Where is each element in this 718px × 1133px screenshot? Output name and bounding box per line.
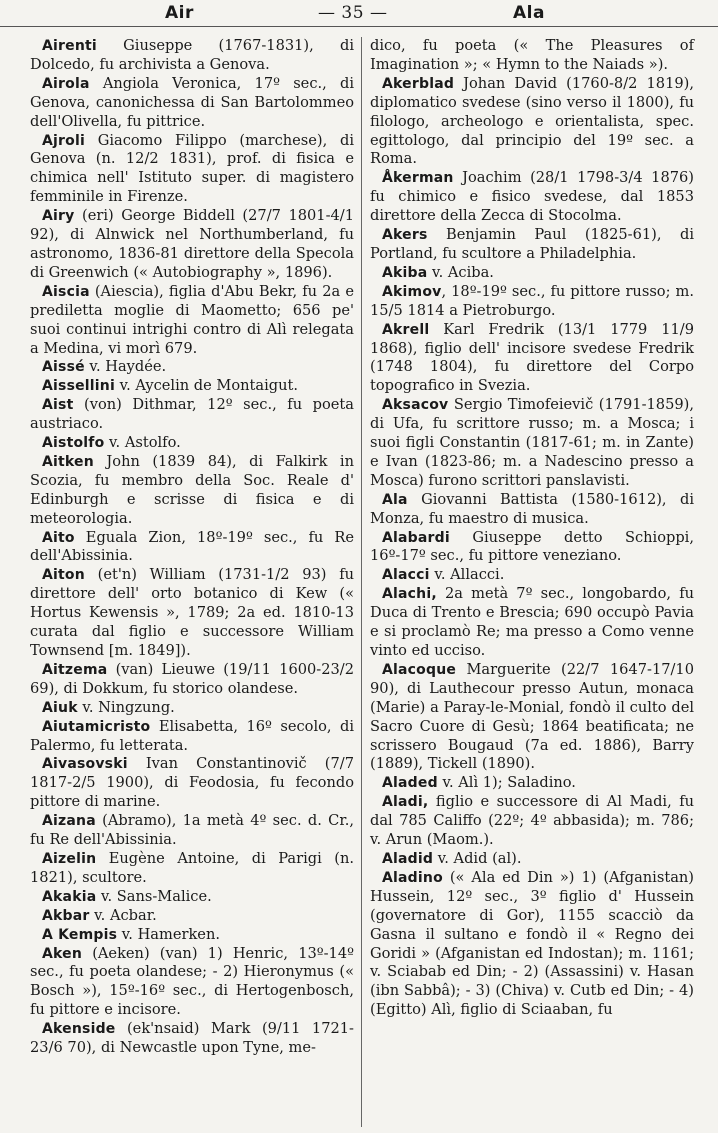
entry-headword: Aksacov <box>382 397 449 414</box>
entry-headword: Alachi, <box>382 586 437 603</box>
entry-headword: Aiuk <box>42 699 78 716</box>
entry-text: Sergio Timofeievič (1791-1859), di Ufa, fu scrittore russo; m. a Mosca; i suoi figli Constantin (1817-61; m. in Zante) e Ivan (1823-86; m. a Nadescino presso a Mosca) furono scrittori panslavisti. <box>370 396 694 489</box>
dictionary-entry <box>30 755 354 812</box>
entry-text: (van) Lieuwe (19/11 1600-23/2 69), di Dokkum, fu storico olandese. <box>30 660 354 697</box>
entry-headword: Aizana <box>42 813 96 830</box>
entry-headword: Aissellini <box>42 378 115 395</box>
dictionary-entry <box>370 169 694 226</box>
entry-headword: Airenti <box>42 38 97 54</box>
entry-text: v. Sans-Malice. <box>96 887 212 905</box>
dictionary-entry <box>30 377 354 396</box>
entry-headword: Akakia <box>42 888 97 905</box>
entry-headword: Akerblad <box>382 75 455 92</box>
entry-headword: Ala <box>382 491 408 508</box>
entry-headword: Aissé <box>42 359 85 376</box>
entry-text: v. Ningzung. <box>77 698 175 716</box>
entry-text: v. Allacci. <box>429 566 505 584</box>
left-column <box>30 37 354 1058</box>
dictionary-entry <box>370 529 694 567</box>
entry-text: Ivan Constantinovič (7/7 1817-2/5 1900), di Feodosia, fu fecondo pittore di marine. <box>30 755 354 811</box>
dictionary-entry <box>30 718 354 756</box>
dictionary-entry <box>30 566 354 661</box>
entry-text: v. Haydée. <box>84 358 167 376</box>
entry-headword: Aivasovski <box>42 756 128 773</box>
header-left-word: Air <box>165 3 194 23</box>
entry-text: v. Adid (al). <box>433 849 522 867</box>
dictionary-entry <box>30 358 354 377</box>
entry-headword: Aladed <box>382 775 438 792</box>
entry-headword: Aiscia <box>42 283 90 300</box>
entry-text: (« Ala ed Din ») 1) (Afganistan) Hussein, 12º sec., 3º figlio d' Hussein (governatore di Gor), 1155 scacciò da Gasna il sultano e fondò il « Regno dei Goridi » (Afganistan ed Indostan); m. 1161; v. Sciabab ed Din; - 2) (Assassini) v. Hasan (ibn Sabbâ); - 3) (Chiva) v. Cutb ed Din; - 4) (Egitto) Alì, figlio di Sciaaban, fu <box>370 868 694 1019</box>
entry-headword: Akimov <box>382 283 442 300</box>
page-number: — 35 — <box>318 3 388 23</box>
dictionary-entry <box>30 37 354 75</box>
entry-headword: Airy <box>42 208 75 225</box>
entry-text: Eguala Zion, 18º-19º sec., fu Re dell'Abissinia. <box>30 528 354 565</box>
dictionary-entry <box>30 75 354 132</box>
entry-headword: Aiton <box>42 567 85 584</box>
entry-text: v. Astolfo. <box>104 434 181 452</box>
entry-headword: Akbar <box>42 907 90 924</box>
dictionary-entry <box>30 1020 354 1058</box>
entry-text: Benjamin Paul (1825-61), di Portland, fu scultore a Philadelphia. <box>370 226 694 262</box>
dictionary-entry <box>370 283 694 321</box>
dictionary-entry <box>30 850 354 888</box>
entry-text: (Abramo), 1a metà 4º sec. d. Cr., fu Re dell'Abissinia. <box>30 812 354 849</box>
entry-headword: Aladi, <box>382 794 429 811</box>
entry-headword: Ajroli <box>42 132 85 149</box>
entry-headword: Aist <box>42 397 74 414</box>
entry-headword: Alacci <box>382 567 430 584</box>
entry-text: v. Aciba. <box>427 263 494 281</box>
dictionary-entry <box>370 793 694 850</box>
entry-text: (et'n) William (1731-1/2 93) fu direttore dell' orto botanico di Kew (« Hortus Kewensis », 1789; 2a ed. 1810-13 curata dal figlio e successore William Townsend [m. 1849]). <box>30 566 354 659</box>
dictionary-entry <box>30 888 354 907</box>
entry-text: Angiola Veronica, 17º sec., di Genova, canonichessa di San Bartolommeo dell'Olivella, fu pittrice. <box>30 74 354 130</box>
dictionary-entry <box>30 945 354 1021</box>
dictionary-entry <box>370 491 694 529</box>
dictionary-entry <box>370 321 694 397</box>
dictionary-entry <box>30 529 354 567</box>
entry-text: 2a metà 7º sec., longobardo, fu Duca di Trento e Brescia; 690 occupò Pavia e si proclamò Re; ma presso a Como venne vinto ed ucciso. <box>370 585 694 659</box>
dictionary-entry <box>30 207 354 283</box>
dictionary-entry <box>370 75 694 170</box>
dictionary-entry <box>370 396 694 491</box>
entry-text: Giuseppe (1767-1831), di Dolcedo, fu archivista a Genova. <box>30 37 354 73</box>
dictionary-entry <box>370 585 694 661</box>
column-divider <box>361 37 362 1127</box>
dictionary-entry <box>30 396 354 434</box>
header-right-word: Ala <box>513 3 545 23</box>
dictionary-entry <box>30 283 354 359</box>
entry-headword: Aken <box>42 945 83 962</box>
dictionary-entry <box>370 869 694 1020</box>
entry-text: John (1839 84), di Falkirk in Scozia, fu membro della Soc. Reale d' Edinburgh e scrisse di fisica e di meteorologia. <box>30 452 354 527</box>
entry-text: Eugène Antoine, di Parigi (n. 1821), scultore. <box>30 849 354 886</box>
entry-text: v. Alì 1); Saladino. <box>437 774 576 792</box>
entry-text: (ek'nsaid) Mark (9/11 1721-23/6 70), di Newcastle upon Tyne, me- <box>30 1020 354 1057</box>
entry-text: figlio e successore di Al Madi, fu dal 785 Califfo (22º; 4º abbasida); m. 786; v. Arun (Maom.). <box>370 793 694 849</box>
entry-headword: Alacoque <box>382 661 457 678</box>
entry-text: Johan David (1760-8/2 1819), diplomatico svedese (sino verso il 1800), fu filologo, archeologo e orientalista, spec. egittologo, dal principio del 19º sec. a Roma. <box>370 74 694 168</box>
entry-headword: Akrell <box>382 321 430 338</box>
entry-text: (eri) George Biddell (27/7 1801-4/1 92), di Alnwick nel Northumberland, fu astronomo, 1836-81 direttore della Specola di Greenwich (« Autobiography », 1896). <box>30 207 354 281</box>
entry-headword: Aladino <box>382 869 443 886</box>
entry-headword: Akenside <box>42 1021 116 1038</box>
dictionary-entry <box>30 907 354 926</box>
entry-headword: Aiutamicristo <box>42 718 151 735</box>
entry-headword: Aladid <box>382 850 434 867</box>
entry-text: Marguerite (22/7 1647-17/10 90), di Lauthecour presso Autun, monaca (Marie) a Paray-le-Monial, fondò il culto del Sacro Cuore di Gesù; 1864 beatificata; ne scrissero Bougaud (7a ed. 1886), Barry (1889), Tickell (1890). <box>370 660 694 773</box>
entry-headword: Aistolfo <box>42 435 105 452</box>
entry-headword: Aito <box>42 529 75 546</box>
entry-text: Elisabetta, 16º secolo, di Palermo, fu letterata. <box>30 717 354 754</box>
entry-text: v. Acbar. <box>89 906 157 924</box>
entry-headword: Alabardi <box>382 529 450 546</box>
entry-headword: Airola <box>42 75 90 92</box>
entry-headword: Akers <box>382 227 428 244</box>
entry-text: v. Aycelin de Montaigut. <box>114 377 298 395</box>
entry-headword: Aitken <box>42 453 94 470</box>
entry-headword: Aitzema <box>42 661 108 678</box>
entry-text: (von) Dithmar, 12º sec., fu poeta austriaco. <box>30 396 354 433</box>
running-head <box>0 0 718 27</box>
dictionary-entry <box>370 850 694 869</box>
entry-text: v. Hamerken. <box>117 925 220 943</box>
dictionary-entry <box>30 812 354 850</box>
entry-headword: Åkerman <box>382 170 454 187</box>
entry-text: Joachim (28/1 1798-3/4 1876) fu chimico e fisico svedese, dal 1853 direttore della Zecca di Stocolma. <box>370 169 694 225</box>
entry-headword: A Kempis <box>42 926 118 943</box>
entry-headword: Aizelin <box>42 850 97 867</box>
entry-text: (Aiescia), figlia d'Abu Bekr, fu 2a e prediletta moglie di Maometto; 656 pe' suoi continui intrighi contro di Alì relegata a Medina, vi morì 679. <box>30 282 354 357</box>
dictionary-entry <box>370 661 694 774</box>
dictionary-entry <box>370 226 694 264</box>
dictionary-entry <box>30 453 354 529</box>
entry-headword: Akiba <box>382 264 428 281</box>
entry-text: Giacomo Filippo (marchese), di Genova (n. 12/2 1831), prof. di fisica e chimica nell' Istituto super. di magistero femminile in Firenze. <box>30 131 354 206</box>
entry-text: Giovanni Battista (1580-1612), di Monza, fu maestro di musica. <box>370 490 694 527</box>
dictionary-entry <box>30 434 354 453</box>
right-column <box>370 37 694 1020</box>
entry-text: , 18º-19º sec., fu pittore russo; m. 15/5 1814 a Pietroburgo. <box>370 282 694 319</box>
dictionary-entry <box>30 661 354 699</box>
dictionary-entry <box>30 926 354 945</box>
entry-text: Giuseppe detto Schioppi, 16º-17º sec., fu pittore veneziano. <box>370 528 694 565</box>
entry-text: (Aeken) (van) 1) Henric, 13º-14º sec., fu poeta olandese; - 2) Hieronymus (« Bosch »), 15º-16º sec., di Hertogenbosch, fu pittore e incisore. <box>30 944 354 1019</box>
dictionary-entry <box>370 566 694 585</box>
dictionary-entry <box>30 132 354 208</box>
dictionary-entry <box>370 264 694 283</box>
continuation-text: dico, fu poeta (« The Pleasures of Imagination »; « Hymn to the Naiads »). <box>370 37 694 73</box>
entry-text: Karl Fredrik (13/1 1779 11/9 1868), figlio dell' incisore svedese Fredrik (1748 1804), fu direttore del Corpo topografico in Svezia. <box>370 320 694 395</box>
dictionary-entry <box>370 774 694 793</box>
dictionary-entry <box>30 699 354 718</box>
